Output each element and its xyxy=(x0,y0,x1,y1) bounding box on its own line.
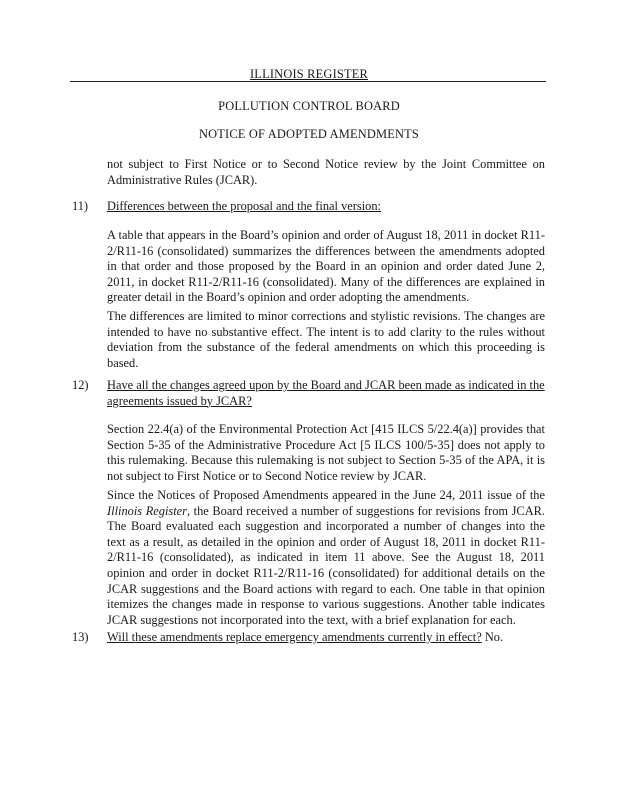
item-question: Will these amendments replace emergency amendments currently in effect? No. xyxy=(107,630,504,644)
item-11-paragraph-2: The differences are limited to minor corrections and stylistic revisions. The changes are intended to have no substantive effect. The intent is to add clarity to the rules without deviation from the substance of the federal amendments on which this proceeding is based. xyxy=(107,309,545,370)
item-question: Differences between the proposal and the final version: xyxy=(107,199,381,213)
item-number: 11) xyxy=(72,199,89,213)
notice-title: NOTICE OF ADOPTED AMENDMENTS xyxy=(198,127,420,141)
item-12-paragraph-1: Section 22.4(a) of the Environmental Protection Act [415 ILCS 5/22.4(a)] provides that Section 5-35 of the Administrative Procedure Act [5 ILCS 100/5-35] does not apply to this rulemaking. Because this rulemaking is not subject to Section 5-35 of the APA, it is not subject to First Notice or to Second Notice review by JCAR. xyxy=(107,422,545,483)
board-title: POLLUTION CONTROL BOARD xyxy=(218,99,400,113)
item-question: Have all the changes agreed upon by the Board and JCAR been made as indicated in the agreements issued by JCAR? xyxy=(107,378,545,408)
item-number: 13) xyxy=(72,630,89,644)
item-11-paragraph-1: A table that appears in the Board’s opinion and order of August 18, 2011 in docket R11-2/R11-16 (consolidated) summarizes the differences between the amendments adopted in that order and those proposed by the Board in an opinion and order dated June 2, 2011, in docket R11-2/R11-16 (consolidated). Many of the differences are explained in greater detail in the Board’s opinion and order adopting the amendments. xyxy=(107,228,545,305)
item-number: 12) xyxy=(72,378,89,392)
item-12-paragraph-2: Since the Notices of Proposed Amendments appeared in the June 24, 2011 issue of the Illinois Register, the Board received a number of suggestions for revisions from JCAR. The Board evaluated each suggestion and incorporated a number of changes into the text as a result, as detailed in the opinion and order of August 18, 2011 in docket R11-2/R11-16 (consolidated), as indicated in item 11 above. See the August 18, 2011 opinion and order in docket R11-2/R11-16 (consolidated) for additional details on the JCAR suggestions and the Board actions with regard to each. One table in that opinion itemizes the changes made in response to various suggestions. Another table indicates JCAR suggestions not incorporated into the text, with a brief explanation for each. xyxy=(107,488,545,627)
intro-paragraph: not subject to First Notice or to Second Notice review by the Joint Committee on Administrative Rules (JCAR). xyxy=(107,157,545,187)
register-title: ILLINOIS REGISTER xyxy=(249,67,368,81)
